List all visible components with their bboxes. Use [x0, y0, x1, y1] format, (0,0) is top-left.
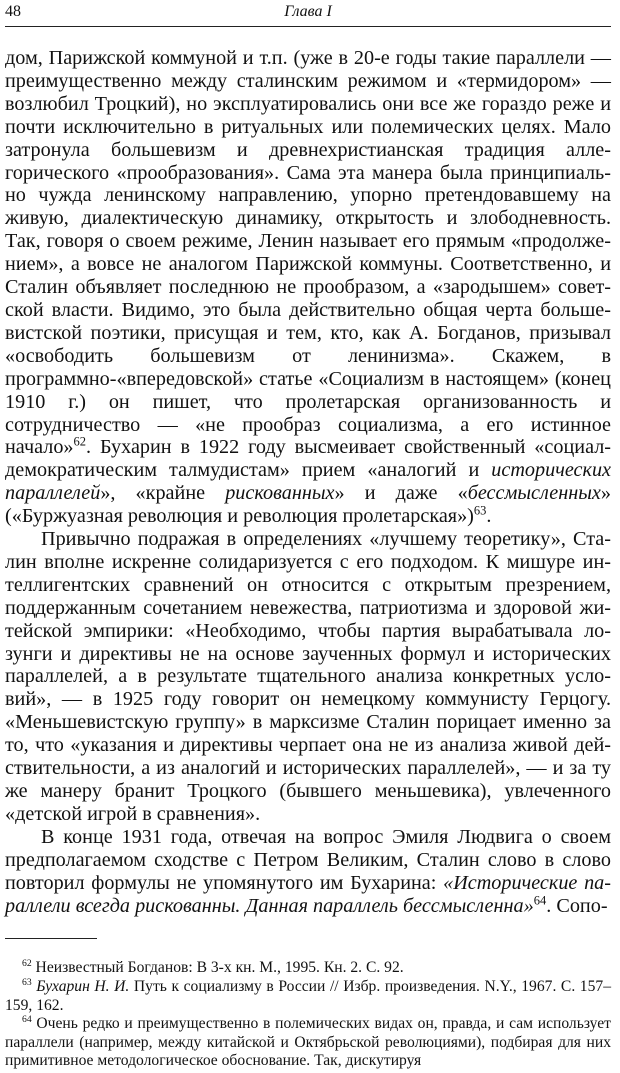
text-run: Неизвестный Богданов: В 3-х кн. М., 1995. Кн. 2. С. 92. [31, 959, 404, 977]
text-run: . Сопо- [546, 894, 608, 917]
text-run: » и даже « [334, 482, 468, 505]
text-run: Привычно подражая в определениях «лучшему теоретику», Сталин вполне искренне солидаризуется с его подходом. К мишуре интеллигентских сравнений он относится с открытым презрением, поддержанным сочетанием невежества, патриотизма и здоровой житейской эмпирики: «Необходимо, чтобы партия вырабатывала лозунги и директивы не на основе заученных формул и исторических параллелей, а в результате тщательного анализа конкретных условий», — в 1925 году говорит он немецкому коммунисту Герцогу. «Меньшевистскую группу» в марксизме Сталин порицает именно за то, что «указания и директивы черпает она не из анализа живой действительности, а из аналогий и исторических параллелей», — и за ту же манеру бранит Троцкого (бывшего меньшевика), увлеченного «детской игрой в сравнения». [5, 528, 611, 825]
text-run: Путь к социализму в России // Избр. произведения. N.Y., 1967. С. 157–159, 162. [5, 978, 611, 1014]
footnote-ref: 62 [73, 434, 87, 449]
footnote-63 [5, 978, 611, 1015]
emphasis-text: «Исторические параллели всегда рискованны. Данная параллель бессмысленна» [5, 871, 612, 917]
chapter-title: Глава I [284, 3, 332, 20]
text-run: В конце 1931 года, отвечая на вопрос Эмиля Людвига о своем предполагаемом сходстве с Петром Великим, Сталин слово в слово повторил формулы не упомянутого им Бухарина: [5, 825, 611, 894]
emphasis-text: Бухарин Н. И. [36, 978, 130, 996]
footnote-ref: 62 [22, 958, 32, 970]
footnote-separator [5, 938, 97, 939]
text-run: . Бухарин в 1922 году высмеивает свойственный «социал-демократическим талмудистам» прием «аналогий и [5, 436, 611, 482]
emphasis-text: рискованных [225, 482, 335, 505]
footnote-ref: 64 [533, 892, 547, 907]
text-run: . [486, 505, 492, 528]
book-page [5, 0, 611, 1071]
emphasis-text: бессмысленных [467, 482, 601, 505]
paragraph-2 [5, 528, 611, 826]
footnote-ref: 64 [22, 1014, 32, 1026]
page-number: 48 [5, 3, 21, 20]
emphasis-text: исторических параллелей [5, 459, 611, 505]
footnotes [5, 959, 611, 1071]
running-header [5, 0, 611, 27]
footnote-ref: 63 [22, 976, 32, 988]
text-run: », «крайне [100, 482, 226, 505]
footnote-ref: 63 [473, 503, 487, 518]
main-text [5, 47, 611, 917]
text-run: Очень редко и преимущественно в полемических видах он, правда, и сам использует параллели (например, между китайской и Октябрьской революциями), подбирая для них примитивное методологическое обоснование. Так, дискутируя [5, 1015, 611, 1070]
text-run: » («Буржуазная революция и революция пролетарская») [5, 482, 611, 528]
footnote-64 [5, 1015, 611, 1071]
paragraph-1 [5, 47, 611, 528]
footnote-62 [5, 959, 611, 978]
paragraph-3 [5, 826, 611, 918]
text-run: дом, Парижской коммуной и т.п. (уже в 20-е годы такие параллели — преимущественно между сталинским режимом и «термидором» — возлюбил Троцкий), но эксплуатировались они все же гораздо реже и почти исключительно в ритуальных или полемических целях. Мало затронула большевизм и древнехристианская традиция аллегорического «прообразования». Сама эта манера была принципиально чужда ленинскому направлению, упорно претендовавшему на живую, диалектическую динамику, открытость и злободневность. Так, говоря о своем режиме, Ленин называет его прямым «продолжением», а вовсе не аналогом Парижской коммуны. Соответственно, и Сталин объявляет последнюю не прообразом, а «зародышем» советской власти. Видимо, это была действительно общая черта большевистской поэтики, присущая и тем, кто, как А. Богданов, призывал «освободить большевизм от ленинизма». Скажем, в программно-«впередовской» статье «Социализм в настоящем» (конец 1910 г.) он пишет, что пролетарская организованность и сотрудничество — «не прообраз социализма, а его истинное начало» [5, 47, 611, 459]
